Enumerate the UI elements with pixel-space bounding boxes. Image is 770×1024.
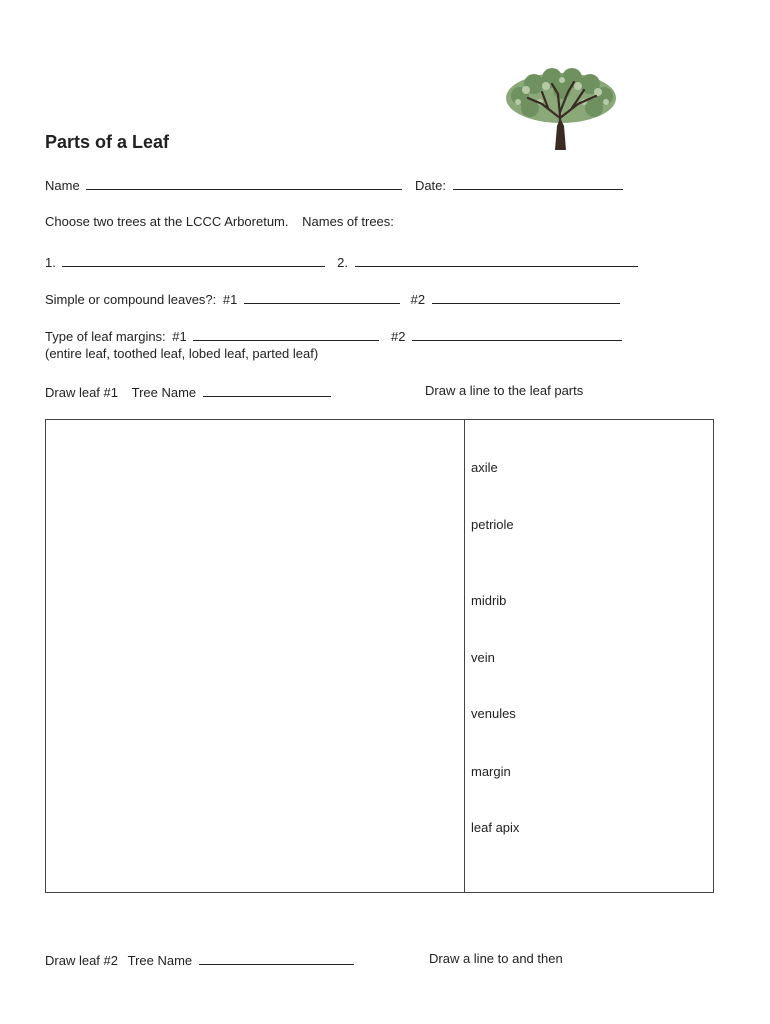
draw-line-then: Draw a line to and then xyxy=(429,951,563,966)
tree1-field[interactable] xyxy=(62,253,325,267)
simple-compound-n1: #1 xyxy=(222,292,238,307)
leaf-margins-row xyxy=(45,327,622,345)
draw-line-parts: Draw a line to the leaf parts xyxy=(425,383,584,398)
leaf-margins-label: Type of leaf margins: xyxy=(45,329,166,344)
name-label: Name xyxy=(45,178,80,193)
leaf-part-item: vein xyxy=(471,650,495,665)
leaf-part-item: venules xyxy=(471,706,516,721)
choose-text: Choose two trees at the LCCC Arboretum. xyxy=(45,214,289,229)
draw-leaf1-row xyxy=(45,383,331,401)
choose-trees-row xyxy=(45,214,394,230)
draw-leaf2-label: Draw leaf #2 xyxy=(45,953,118,968)
leaf-margins-n1: #1 xyxy=(172,329,187,344)
names-of-trees-label: Names of trees: xyxy=(302,214,394,229)
tree-name-field-2[interactable] xyxy=(199,951,354,965)
tree2-label: 2. xyxy=(337,255,348,270)
simple-compound-n2: #2 xyxy=(410,292,426,307)
leaf-part-item: axile xyxy=(471,460,498,475)
margin-options: (entire leaf, toothed leaf, lobed leaf, parted leaf) xyxy=(45,346,319,361)
simple-compound-label: Simple or compound leaves?: xyxy=(45,292,217,307)
tree-name-field-1[interactable] xyxy=(203,383,331,397)
tree-names-row xyxy=(45,253,638,271)
draw-leaf2-row xyxy=(45,951,354,969)
leaf-part-item: petriole xyxy=(471,517,514,532)
date-label: Date: xyxy=(414,178,447,193)
leaf-margins-field-1[interactable] xyxy=(193,327,379,341)
name-row xyxy=(45,176,623,194)
tree-name-label-2: Tree Name xyxy=(127,953,193,968)
draw-leaf1-label: Draw leaf #1 xyxy=(45,385,118,400)
leaf-part-item: margin xyxy=(471,764,511,779)
leaf-part-item: midrib xyxy=(471,593,507,608)
tree2-field[interactable] xyxy=(355,253,638,267)
date-field[interactable] xyxy=(453,176,623,190)
leaf-part-item: leaf apix xyxy=(471,820,520,835)
name-field[interactable] xyxy=(86,176,402,190)
simple-compound-row xyxy=(45,290,620,308)
simple-compound-field-1[interactable] xyxy=(244,290,400,304)
simple-compound-field-2[interactable] xyxy=(432,290,620,304)
leaf-margins-field-2[interactable] xyxy=(412,327,622,341)
page-title: Parts of a Leaf xyxy=(45,132,170,152)
leaf-margins-n2: #2 xyxy=(391,329,406,344)
tree-name-label: Tree Name xyxy=(131,385,197,400)
tree1-label: 1. xyxy=(45,255,56,270)
oak-tree-icon xyxy=(502,68,620,152)
leaf1-drawing-area[interactable] xyxy=(45,419,465,893)
